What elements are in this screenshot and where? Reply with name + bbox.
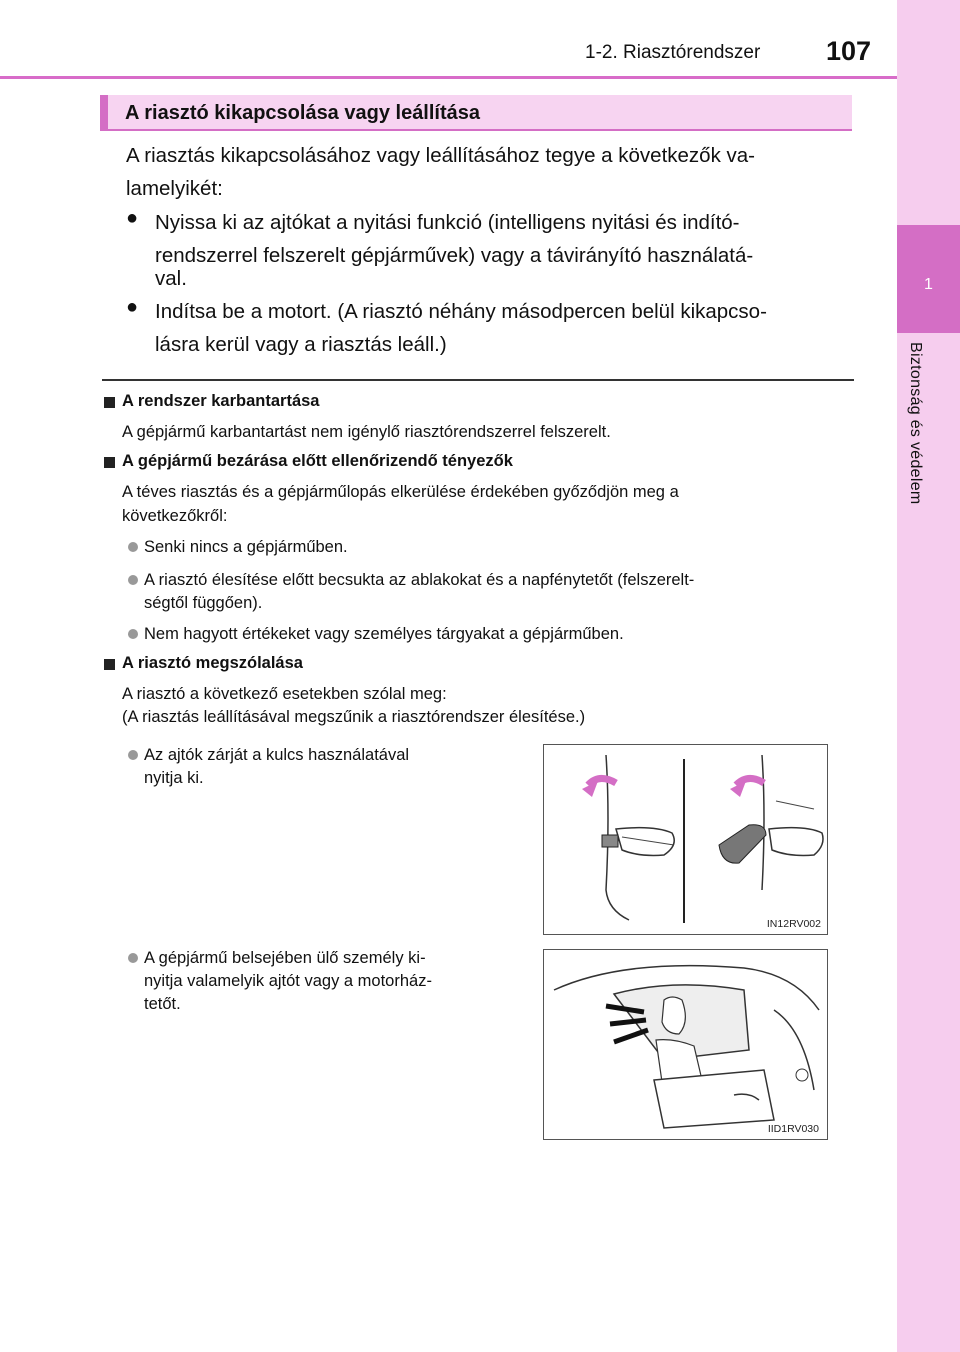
bullet-icon	[128, 953, 138, 963]
before-locking-text-line-1: A téves riasztás és a gépjárműlopás elkerülése érdekében győződjön meg a	[122, 483, 679, 501]
triggering-text-line-2: (A riasztás leállításával megszűnik a riasztórendszer élesítése.)	[122, 708, 586, 726]
before-locking-text-line-2: következőkről:	[122, 507, 228, 525]
figure-door-opened-inside	[543, 949, 828, 1140]
intro-bullet-2-line-1: Indítsa be a motort. (A riasztó néhány másodpercen belül kikapcso-	[155, 300, 767, 323]
section-title-box	[100, 95, 852, 131]
square-bullet-icon	[104, 659, 115, 670]
figure-code-1: IN12RV002	[766, 918, 821, 930]
bullet-icon	[128, 750, 138, 760]
running-header-section: 1-2. Riasztórendszer	[585, 42, 761, 63]
bullet-icon: ●	[126, 296, 139, 318]
triggering-item-2-line-1: A gépjármű belsejében ülő személy ki-	[144, 949, 426, 967]
triggering-item-1-line-1: Az ajtók zárját a kulcs használatával	[144, 746, 410, 764]
bullet-icon	[128, 575, 138, 585]
bullet-icon: ●	[126, 207, 139, 229]
side-tab-chapter-number: 1	[924, 276, 933, 293]
square-bullet-icon	[104, 397, 115, 408]
key-unlock-illustration	[544, 745, 827, 934]
header-rule	[0, 76, 897, 79]
before-locking-item-2-line-1: A riasztó élesítése előtt becsukta az ablakokat és a napfénytetőt (felszerelt-	[144, 571, 695, 589]
intro-line-2: lamelyikét:	[126, 177, 223, 200]
triggering-item-2-line-2: nyitja valamelyik ajtót vagy a motorház-	[144, 972, 432, 990]
maintenance-text: A gépjármű karbantartást nem igénylő riasztórendszerrel felszerelt.	[122, 423, 611, 441]
side-tab-bar	[897, 0, 960, 1352]
intro-bullet-1-line-1: Nyissa ki az ajtókat a nyitási funkció (intelligens nyitási és indító-	[155, 211, 740, 234]
bullet-icon	[128, 629, 138, 639]
triggering-item-1-line-2: nyitja ki.	[144, 769, 204, 787]
before-locking-heading: A gépjármű bezárása előtt ellenőrizendő tényezők	[122, 452, 513, 470]
intro-line-1: A riasztás kikapcsolásához vagy leállításához tegye a következők va-	[126, 144, 755, 167]
before-locking-item-3: Nem hagyott értékeket vagy személyes tárgyakat a gépjárműben.	[144, 625, 624, 643]
section-title: A riasztó kikapcsolása vagy leállítása	[125, 102, 481, 124]
triggering-text-line-1: A riasztó a következő esetekben szólal meg:	[122, 685, 447, 703]
figure-code-2: IID1RV030	[767, 1123, 819, 1135]
maintenance-heading: A rendszer karbantartása	[122, 392, 320, 410]
triggering-heading: A riasztó megszólalása	[122, 654, 303, 672]
section-divider	[102, 379, 854, 381]
square-bullet-icon	[104, 457, 115, 468]
page-number: 107	[826, 36, 872, 66]
triggering-item-2-line-3: tetőt.	[144, 995, 181, 1013]
bullet-icon	[128, 542, 138, 552]
door-opened-illustration	[544, 950, 827, 1139]
intro-bullet-2-line-2: lásra kerül vagy a riasztás leáll.)	[155, 333, 447, 356]
intro-bullet-1-line-3: val.	[155, 267, 187, 290]
figure-key-unlock	[543, 744, 828, 935]
side-tab-chapter-label: Biztonság és védelem	[907, 342, 924, 505]
before-locking-item-2-line-2: ségtől függően).	[144, 594, 263, 612]
before-locking-item-1: Senki nincs a gépjárműben.	[144, 538, 348, 556]
intro-bullet-1-line-2: rendszerrel felszerelt gépjárművek) vagy a távirányító használatá-	[155, 244, 754, 267]
